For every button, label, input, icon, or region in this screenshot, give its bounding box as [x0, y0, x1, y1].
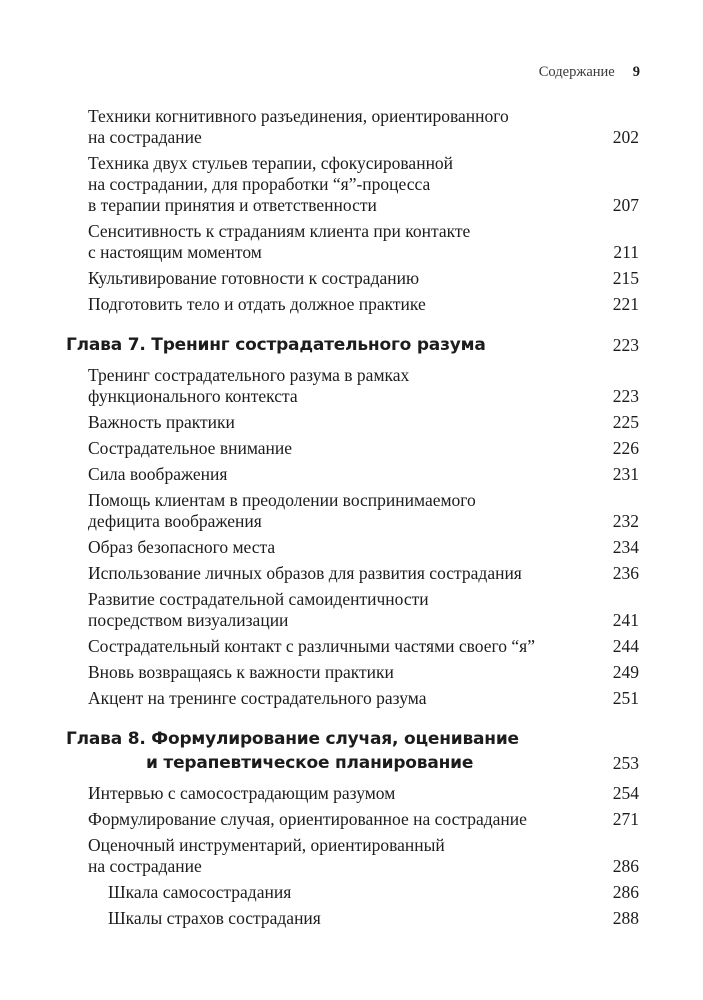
toc-entry-title-line: Техника двух стульев терапии, сфокусированной [88, 153, 454, 173]
toc-entry-title-line: Важность практики [88, 412, 235, 432]
toc-entry-page: 244 [612, 636, 639, 656]
toc-entry-title-line: Шкала самосострадания [108, 882, 292, 902]
table-of-contents [0, 106, 703, 929]
toc-entry-title-line: Интервью с самосострадающим разумом [88, 783, 396, 803]
toc-entry [0, 688, 703, 709]
toc-entry [0, 412, 703, 433]
toc-entry-page: 215 [612, 268, 639, 288]
toc-entry [0, 537, 703, 558]
toc-entry [0, 662, 703, 683]
toc-entry [0, 490, 703, 532]
toc-entry-page: 286 [612, 882, 639, 902]
toc-entry-title-line: Шкалы страхов сострадания [108, 908, 321, 928]
running-header-title: Содержание [538, 64, 615, 80]
toc-entry-page: 249 [612, 662, 639, 682]
toc-entry [0, 268, 703, 289]
toc-chapter-page: 223 [612, 335, 639, 355]
toc-entry [0, 294, 703, 315]
toc-entry [0, 636, 703, 657]
toc-chapter-title-line: Глава 8. Формулирование случая, оценивание [66, 729, 519, 749]
toc-entry-title-line: Сенситивность к страданиям клиента при контакте [88, 221, 471, 241]
toc-entry-page: 211 [613, 242, 639, 262]
toc-entry-title-line: Подготовить тело и отдать должное практике [88, 294, 426, 314]
toc-entry-page: 231 [612, 464, 639, 484]
toc-entry-title-line: Вновь возвращаясь к важности практики [88, 662, 394, 682]
toc-subentry [0, 882, 703, 903]
toc-entry [0, 365, 703, 407]
toc-entry [0, 438, 703, 459]
toc-entry-page: 271 [612, 809, 639, 829]
toc-entry-page: 234 [612, 537, 639, 557]
toc-entry-title-line: Техники когнитивного разъединения, ориентированного [88, 106, 509, 126]
toc-chapter-title-line: и терапевтическое планирование [146, 753, 474, 773]
toc-entry-page: 232 [612, 511, 639, 531]
toc-chapter-heading [0, 727, 703, 775]
toc-entry-title-line: Культивирование готовности к состраданию [88, 268, 420, 288]
page-number: 9 [632, 64, 640, 80]
toc-entry-title-line: Сила воображения [88, 464, 228, 484]
toc-entry [0, 835, 703, 877]
toc-entry-page: 254 [612, 783, 639, 803]
toc-entry-title-line: Развитие сострадательной самоидентичности [88, 589, 429, 609]
running-header [0, 64, 640, 81]
toc-entry-title-line: в терапии принятия и ответственности [88, 195, 377, 215]
toc-entry-title-line: на сострадание [88, 856, 202, 876]
toc-entry [0, 783, 703, 804]
toc-entry-page: 241 [612, 610, 639, 630]
toc-entry-title-line: Оценочный инструментарий, ориентированный [88, 835, 445, 855]
toc-entry [0, 589, 703, 631]
toc-entry-title-line: дефицита воображения [88, 511, 262, 531]
toc-entry [0, 464, 703, 485]
toc-entry-title-line: Помощь клиентам в преодолении воспринимаемого [88, 490, 476, 510]
toc-entry-title-line: Формулирование случая, ориентированное на сострадание [88, 809, 527, 829]
toc-entry-title-line: Тренинг сострадательного разума в рамках [88, 365, 410, 385]
toc-entry-page: 288 [612, 908, 639, 928]
toc-entry-title-line: на сострадание [88, 127, 202, 147]
toc-entry-title-line: функционального контекста [88, 386, 298, 406]
toc-entry-page: 251 [612, 688, 639, 708]
toc-entry-title-line: Использование личных образов для развития сострадания [88, 563, 522, 583]
toc-entry-page: 202 [612, 127, 639, 147]
toc-entry-title-line: Сострадательный контакт с различными частями своего “я” [88, 636, 535, 656]
toc-entry-title-line: с настоящим моментом [88, 242, 262, 262]
toc-entry-page: 236 [612, 563, 639, 583]
toc-subentry [0, 908, 703, 929]
toc-entry-page: 286 [612, 856, 639, 876]
toc-entry-title-line: на сострадании, для проработки “я”-процесса [88, 174, 431, 194]
toc-entry-page: 223 [612, 386, 639, 406]
toc-entry-page: 226 [612, 438, 639, 458]
toc-entry [0, 153, 703, 216]
toc-entry-page: 207 [612, 195, 639, 215]
toc-chapter-title-line: Глава 7. Тренинг сострадательного разума [66, 335, 486, 355]
toc-entry [0, 563, 703, 584]
toc-entry-title-line: Акцент на тренинге сострадательного разума [88, 688, 427, 708]
toc-entry-title-line: Образ безопасного места [88, 537, 276, 557]
toc-entry-page: 221 [612, 294, 639, 314]
toc-entry-title-line: Сострадательное внимание [88, 438, 293, 458]
toc-entry [0, 809, 703, 830]
toc-chapter-page: 253 [612, 753, 639, 773]
toc-chapter-heading [0, 333, 703, 357]
toc-entry [0, 106, 703, 148]
toc-entry-title-line: посредством визуализации [88, 610, 289, 630]
toc-entry-page: 225 [612, 412, 639, 432]
toc-entry [0, 221, 703, 263]
